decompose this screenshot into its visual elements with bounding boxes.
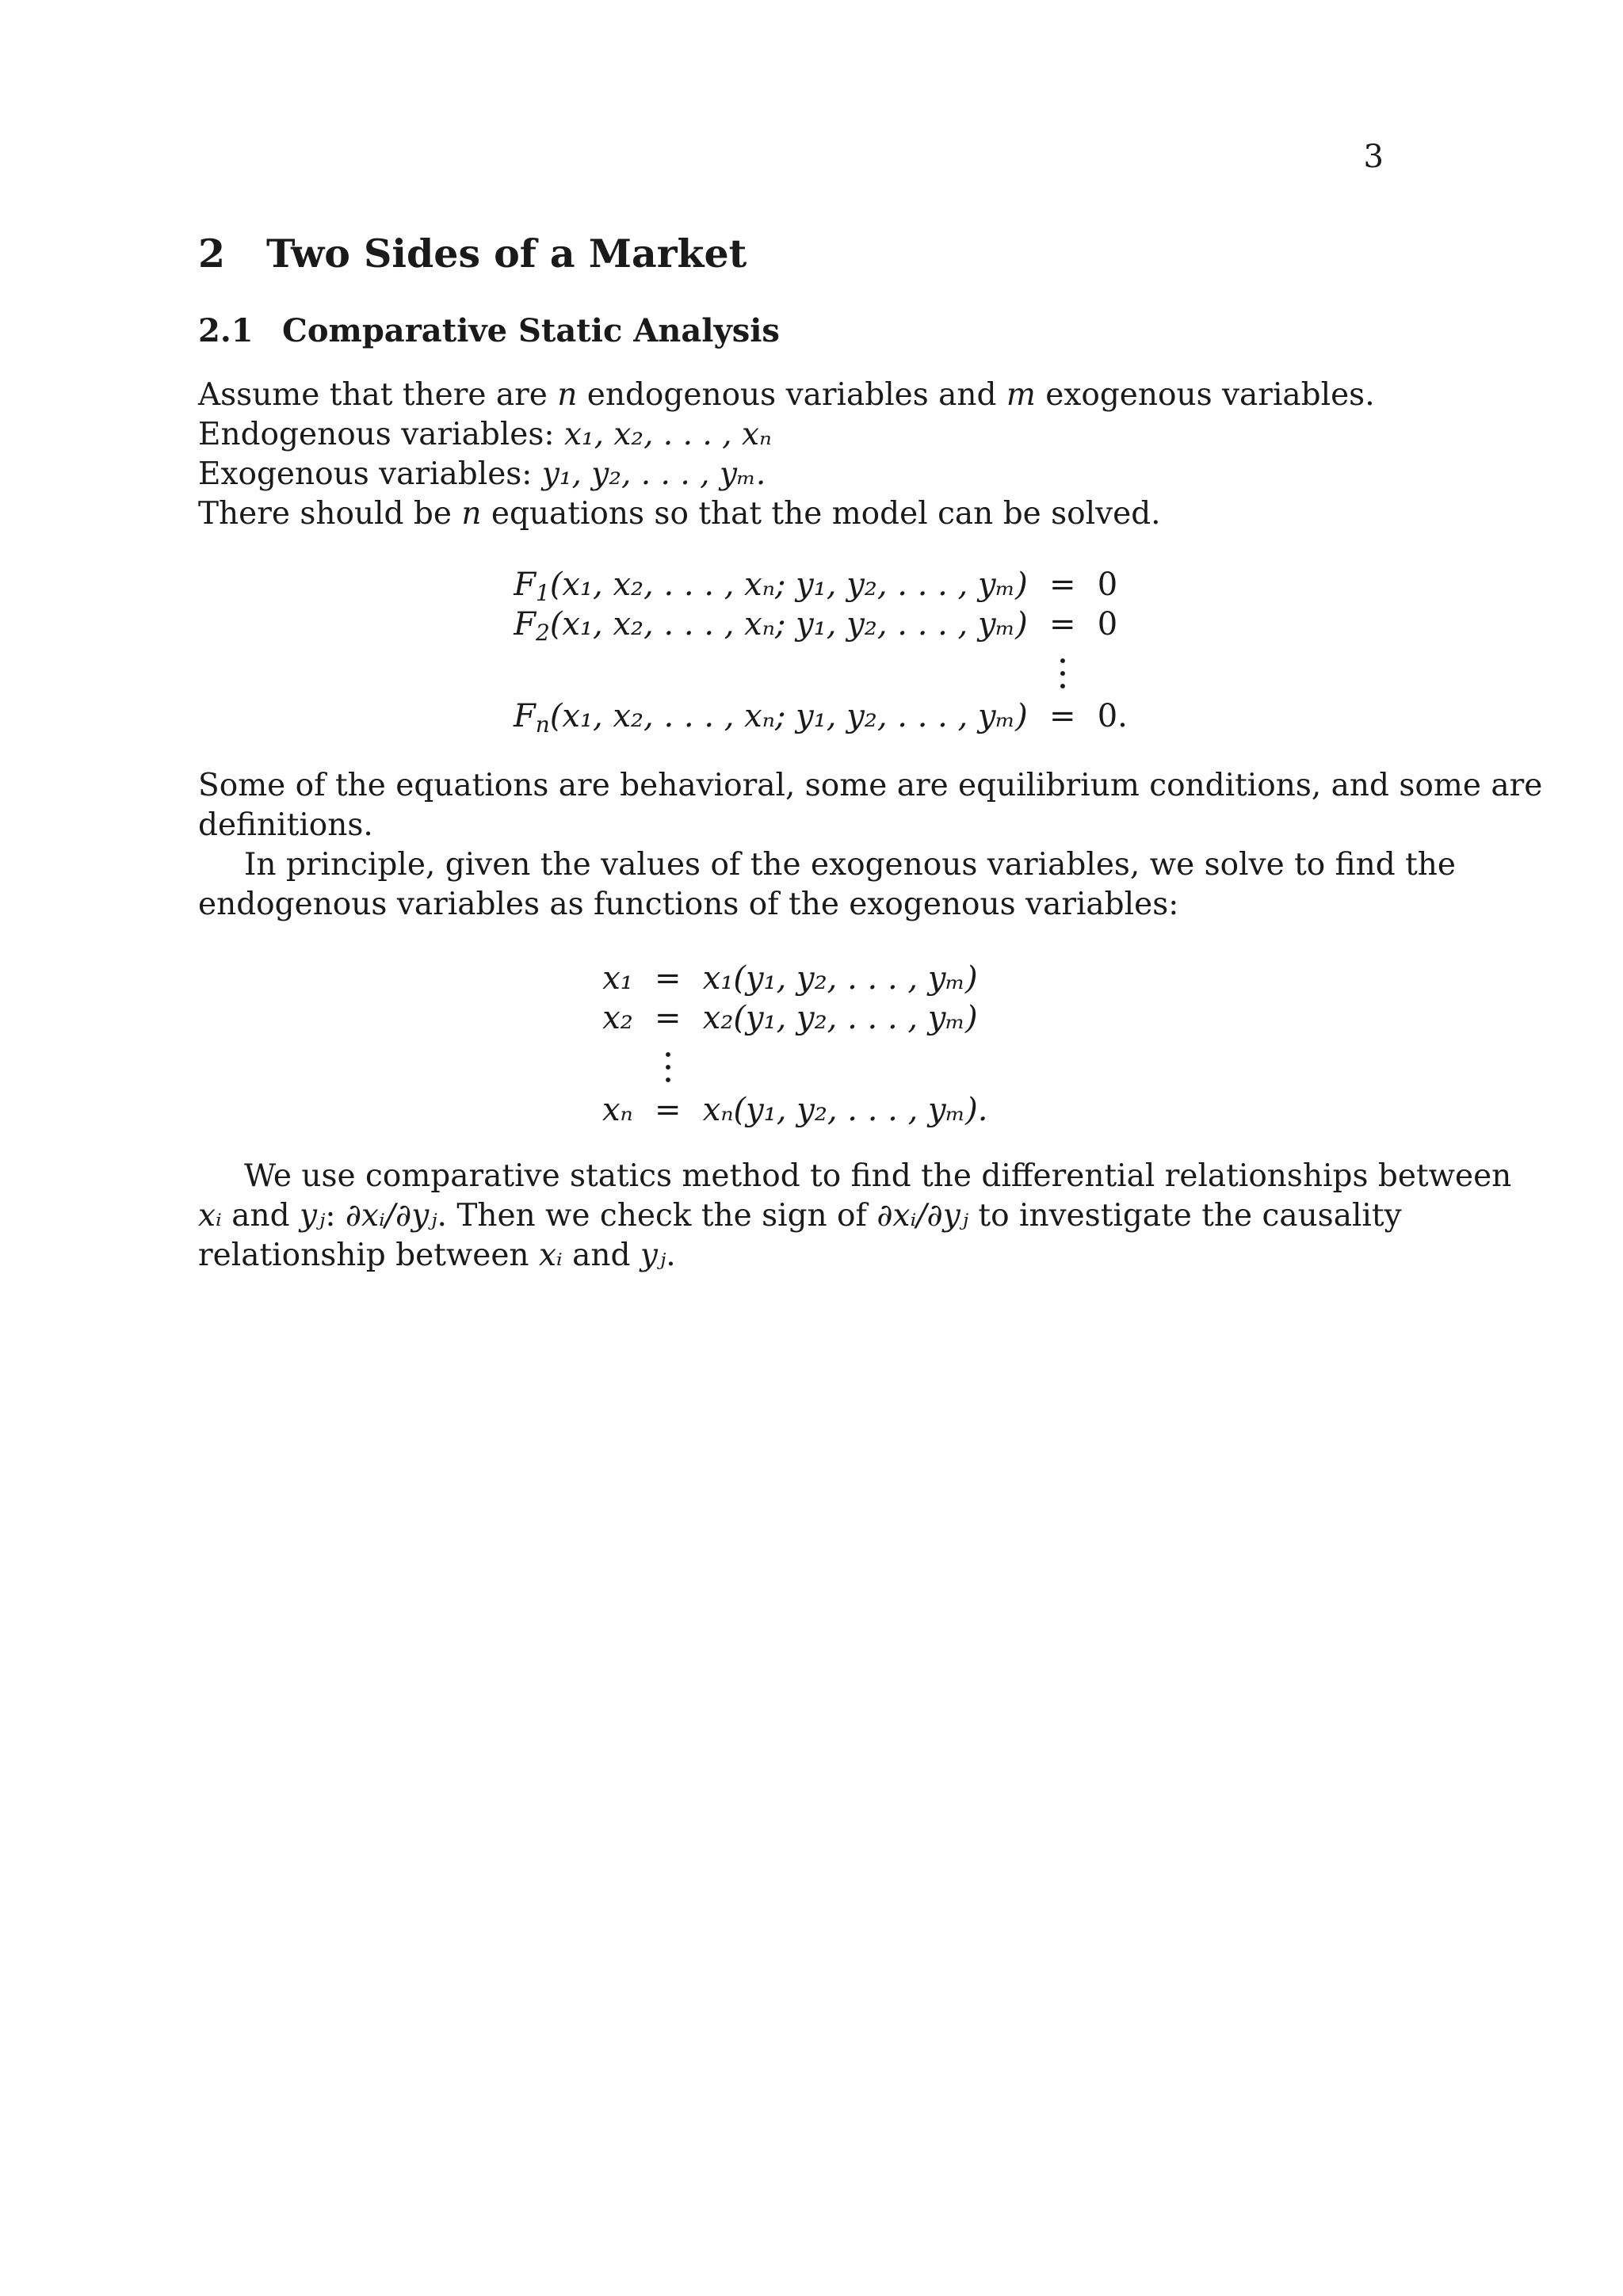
para2-line-4: endogenous variables as functions of the exogenous variables: xyxy=(198,887,1179,922)
para3-line-1: We use comparative statics method to find the differential relationships between xyxy=(244,1158,1512,1194)
equation-rel: = xyxy=(1048,698,1076,734)
subsection-heading xyxy=(198,312,780,349)
subsection-title: Comparative Static Analysis xyxy=(282,312,780,349)
intro-line-4 xyxy=(198,494,1387,534)
text: exogenous variables. xyxy=(1035,377,1375,413)
equation-row xyxy=(514,605,1128,644)
equation-rel: = xyxy=(655,1000,682,1036)
text: endogenous variables and xyxy=(577,377,1006,413)
equation-row xyxy=(514,696,1128,736)
equation-rhs: 0 xyxy=(1097,566,1118,603)
exogenous-label: Exogenous variables: xyxy=(198,456,542,492)
para3-line-2: xᵢ and yⱼ: ∂xᵢ/∂yⱼ. Then we check the sign of ∂xᵢ/∂yⱼ to investigate the causality xyxy=(198,1198,1402,1234)
subsection-number: 2.1 xyxy=(198,312,254,349)
intro-line-1 xyxy=(198,376,1387,415)
exogenous-vars: y₁, y₂, . . . , yₘ. xyxy=(541,456,766,492)
solution-equations xyxy=(602,959,987,1130)
section-heading xyxy=(198,231,747,277)
equation-rel: = xyxy=(1048,566,1076,603)
equation-rel: = xyxy=(1048,606,1076,643)
equation-rhs: x₂(y₁, y₂, . . . , yₘ) xyxy=(702,1000,978,1036)
equation-row xyxy=(602,1090,987,1130)
equation-lhs: x₂ xyxy=(602,1000,633,1036)
text: equations so that the model can be solved. xyxy=(481,496,1161,532)
intro-line-3 xyxy=(198,455,1387,494)
equation-lhs: $F_2(x_1$, x₂, . . . , xₙ; y₁, y₂, . . . , yₘ) xyxy=(514,606,1028,646)
para3-line-3: relationship between xᵢ and yⱼ. xyxy=(198,1238,676,1273)
vdots-icon xyxy=(1059,654,1067,691)
para2-line-3: In principle, given the values of the exogenous variables, we solve to find the xyxy=(244,847,1456,883)
vdots-row xyxy=(514,644,1128,696)
para2-line-1: Some of the equations are behavioral, some are equilibrium conditions, and some are xyxy=(198,768,1543,803)
equation-rhs: 0 xyxy=(1097,606,1118,643)
math-n: n xyxy=(557,377,578,413)
text: Assume that there are xyxy=(198,377,558,413)
equation-rhs: xₙ(y₁, y₂, . . . , yₘ). xyxy=(702,1092,988,1128)
paragraph-2 xyxy=(198,766,1543,925)
equation-rhs: 0. xyxy=(1097,698,1128,734)
equation-row xyxy=(602,959,987,998)
equation-row xyxy=(514,565,1128,605)
equation-lhs: xₙ xyxy=(602,1092,633,1128)
vdots-row xyxy=(602,1038,987,1090)
section-title: Two Sides of a Market xyxy=(266,231,747,277)
equation-rhs: x₁(y₁, y₂, . . . , yₘ) xyxy=(702,960,978,997)
equation-rel: = xyxy=(655,1092,682,1128)
paragraph-3 xyxy=(198,1157,1512,1276)
equation-row xyxy=(602,998,987,1038)
page-number: 3 xyxy=(1363,139,1384,175)
equation-lhs: $F_1(x_1$, x₂, . . . , xₙ; y₁, y₂, . . . , yₘ) xyxy=(514,566,1028,606)
endogenous-vars: x₁, x₂, . . . , xₙ xyxy=(563,417,772,452)
intro-paragraph xyxy=(198,376,1387,534)
endogenous-label: Endogenous variables: xyxy=(198,417,564,452)
vdots-icon xyxy=(664,1048,672,1085)
math-n: n xyxy=(461,496,482,532)
math-m: m xyxy=(1006,377,1036,413)
system-equations xyxy=(514,565,1128,736)
equation-lhs: $F_n(x_1$, x₂, . . . , xₙ; y₁, y₂, . . . , yₘ) xyxy=(514,698,1028,738)
intro-line-2 xyxy=(198,415,1387,455)
section-number: 2 xyxy=(198,231,226,277)
equation-lhs: x₁ xyxy=(602,960,633,997)
equation-rel: = xyxy=(655,960,682,997)
para2-line-2: definitions. xyxy=(198,807,373,843)
text: There should be xyxy=(198,496,462,532)
